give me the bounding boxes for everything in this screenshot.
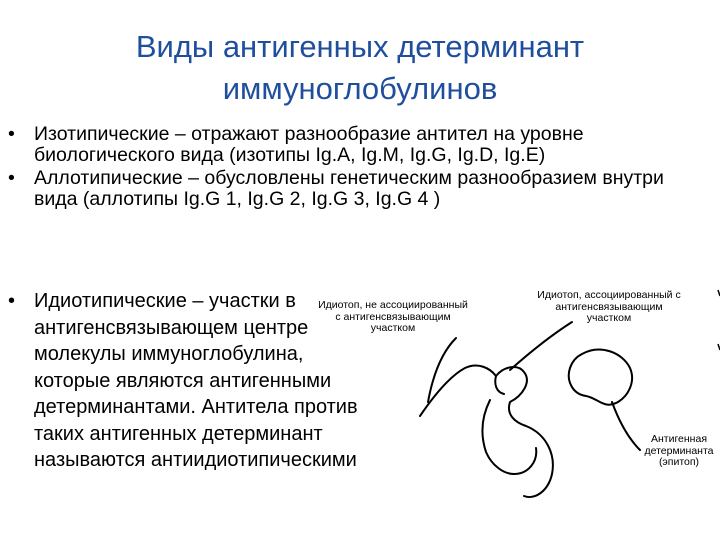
bullet-isotypic — [8, 124, 674, 166]
idiotope-diagram — [300, 284, 720, 524]
slide-title-line-1: Виды антигенных детерминант — [135, 29, 585, 64]
bullet-marker: • — [8, 123, 15, 145]
label-idiotope-not-associated: Идиотоп, не ассоциированный с антигенсвязывающим участком — [318, 299, 468, 334]
label-idiotope-associated: Идиотоп, ассоциированный с антигенсвязывающим участком — [537, 289, 681, 324]
antigen-binding-site — [495, 376, 504, 394]
antibody-outline — [420, 366, 553, 497]
bullet-text-allotypic: Аллотипические – обусловлены генетическим разнообразием внутри вида (аллотипы Ig.G 1, Ig.G 2, Ig.G 3, Ig.G 4 ) — [34, 167, 664, 210]
antigen-outline — [569, 350, 632, 405]
bullet-text-isotypic: Изотипические – отражают разнообразие антител на уровне биологического вида (изотипы Ig.A, Ig.M, Ig.G, Ig.D, Ig.E) — [34, 123, 584, 166]
bullet-allotypic — [8, 168, 684, 210]
pointer-bottom-right — [612, 402, 640, 450]
bullet-list — [8, 124, 708, 210]
label-antigenic-determinant: Антигенная детерминанта (эпитоп) — [644, 433, 714, 468]
bullet-text-idiotypic: Идиотипические – участки в антигенсвязывающем центре молекулы иммуноглобулина, которые являются антигенными детерминантами. Антитела против таких антигенных детерминант называются антиидиотипическими — [34, 290, 358, 471]
bullet-marker: • — [8, 167, 15, 189]
pointer-left — [428, 338, 456, 402]
bullet-marker: • — [8, 290, 16, 312]
slide-title-line-2: иммуноглобулинов — [222, 71, 498, 106]
slide-title — [0, 26, 720, 110]
pointer-top-right — [510, 322, 572, 370]
